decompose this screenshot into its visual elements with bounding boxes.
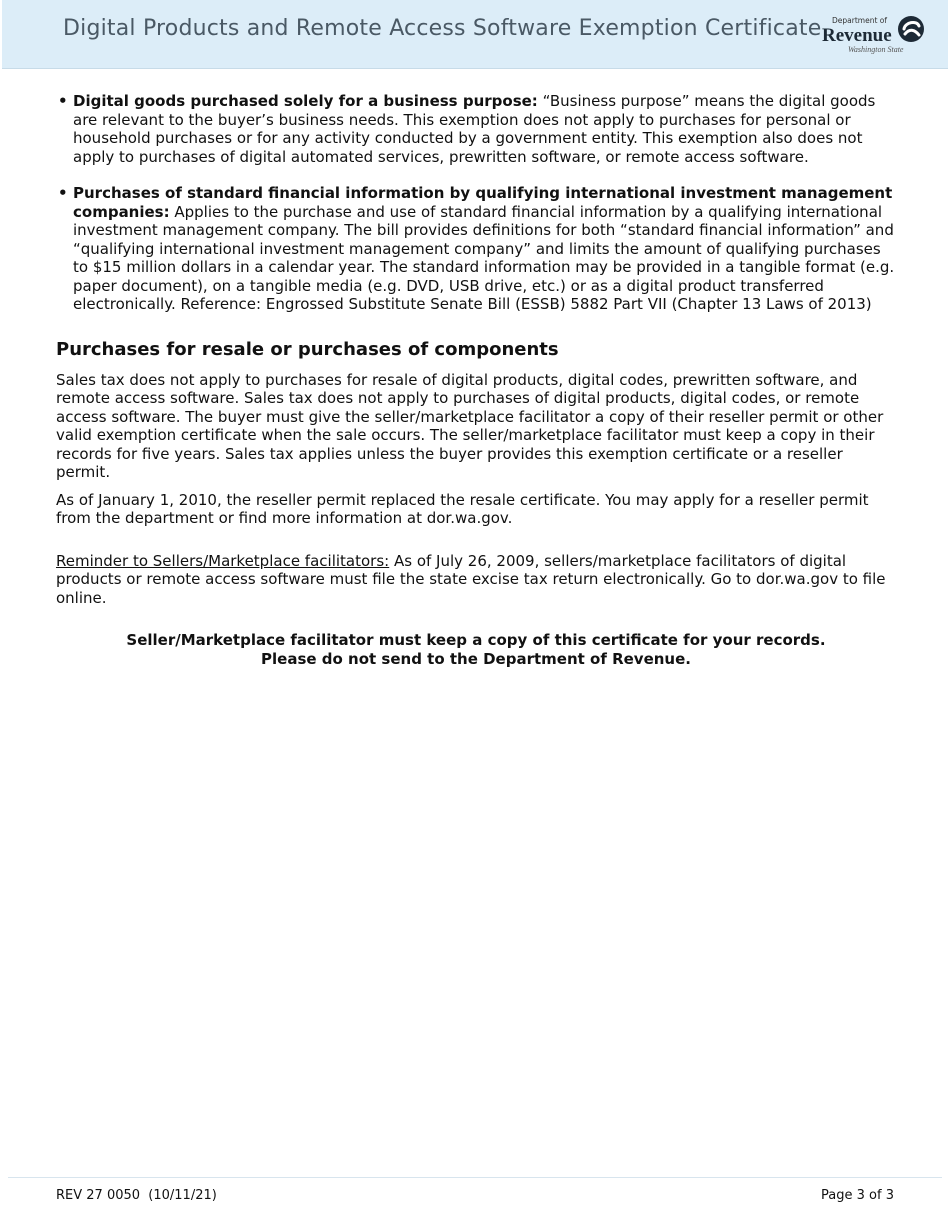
logo-top-text: Department of [832, 16, 887, 25]
logo-sub-text: Washington State [848, 45, 904, 54]
closing-line-2: Please do not send to the Department of Revenue. [261, 650, 691, 668]
list-item [56, 184, 896, 314]
page-header [2, 0, 948, 69]
section-heading: Purchases for resale or purchases of components [56, 338, 559, 360]
resale-paragraph: Sales tax does not apply to purchases for resale of digital products, digital codes, prewritten software, and remote access software. Sales tax does not apply to purchases of digital products, digital codes, or remote access software. The buyer must give the seller/marketplace facilitator a copy of their reseller permit or other valid exemption certificate when the sale occurs. The seller/marketplace facilitator must keep a copy in their records for five years. Sales tax applies unless the buyer provides this exemption certificate or a reseller permit. [56, 370, 884, 481]
form-id: REV 27 0050 (10/11/21) [56, 1188, 217, 1203]
bullet-text: Applies to the purchase and use of standard financial information by a qualifying international investment management company. The bill provides definitions for both “standard financial information” and “qualifying international investment management company” and limits the amount of qualifying purchases to $15 million dollars in a calendar year. The standard information may be provided in a tangible format (e.g. paper document), on a tangible media (e.g. DVD, USB drive, etc.) or as a digital product transferred electronically. Reference: Engrossed Substitute Senate Bill (ESSB) 5882 Part VII (Chapter 13 Laws of 2013) [73, 202, 895, 313]
page-number: Page 3 of 3 [821, 1188, 894, 1203]
reminder-label: Reminder to Sellers/Marketplace facilitators: [56, 551, 390, 570]
footer-divider [8, 1177, 942, 1178]
logo-main-text: Revenue [822, 25, 892, 46]
exemption-list [56, 92, 896, 314]
page-title: Digital Products and Remote Access Software Exemption Certificate [63, 16, 822, 41]
bullet-lead: Purchases of standard financial information by qualifying international investment management companies: [73, 184, 893, 221]
reseller-permit-paragraph: As of January 1, 2010, the reseller permit replaced the resale certificate. You may apply for a reseller permit from the department or find more information at dor.wa.gov. [56, 490, 869, 527]
bullet-text: “Business purpose” means the digital goods are relevant to the buyer’s business needs. This exemption does not apply to purchases for personal or household purchases or for any activity conducted by a government entity. This exemption also does not apply to purchases of digital automated services, prewritten software, or remote access software. [73, 92, 876, 166]
list-item [56, 92, 896, 166]
closing-line-1: Seller/Marketplace facilitator must keep a copy of this certificate for your records. [126, 631, 826, 649]
bullet-lead: Digital goods purchased solely for a business purpose: [73, 92, 538, 110]
document-body [56, 92, 896, 669]
dor-logo-icon [896, 14, 926, 44]
department-logo [820, 11, 932, 59]
closing-note [56, 631, 896, 669]
reminder-text: As of July 26, 2009, sellers/marketplace facilitators of digital products or remote access software must file the state excise tax return electronically. Go to dor.wa.gov to file online. [56, 551, 886, 607]
reminder-paragraph [56, 552, 896, 608]
